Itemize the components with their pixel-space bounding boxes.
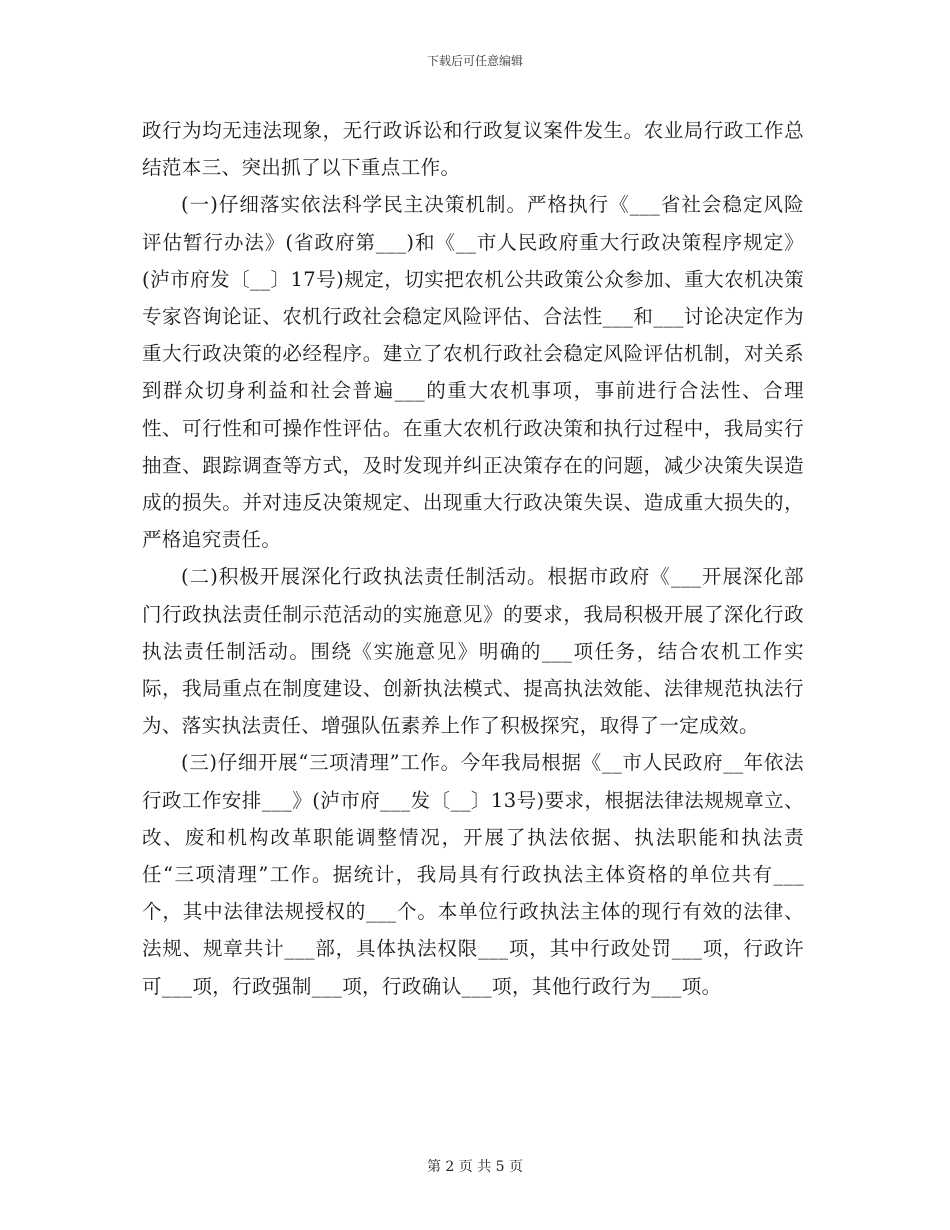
- page-header-note: 下载后可任意编辑: [426, 54, 523, 68]
- page-number-footer: 第 2 页 共 5 页: [426, 1159, 524, 1175]
- paragraph-section-1: (一)仔细落实依法科学民主决策机制。严格执行《___省社会稳定风险评估暂行办法》(省政府第___)和《__市人民政府重大行政决策程序规定》(泸市府发〔__〕17号)规定，切实把农机公共政策公众参加、重大农机决策专家咨询论证、农机行政社会稳定风险评估、合法性___和___讨论决定作为重大行政决策的必经程序。建立了农机行政社会稳定风险评估机制，对关系到群众切身利益和社会普遍___的重大农机事项，事前进行合法性、合理性、可行性和可操作性评估。在重大农机行政决策和执行过程中，我局实行抽查、跟踪调查等方式，及时发现并纠正决策存在的问题，减少决策失误造成的损失。并对违反决策规定、出现重大行政决策失误、造成重大损失的，严格追究责任。: [142, 193, 804, 552]
- document-body: [142, 112, 804, 1005]
- paragraph-section-3: (三)仔细开展“三项清理”工作。今年我局根据《__市人民政府__年依法行政工作安排___》(泸市府___发〔__〕13号)要求，根据法律法规规章立、改、废和机构改革职能调整情况，开展了执法依据、执法职能和执法责任“三项清理”工作。据统计，我局具有行政执法主体资格的单位共有___个，其中法律法规授权的___个。本单位行政执法主体的现行有效的法律、法规、规章共计___部，具体执法权限___项，其中行政处罚___项，行政许可___项，行政强制___项，行政确认___项，其他行政行为___项。: [142, 751, 804, 998]
- paragraph-section-2: (二)积极开展深化行政执法责任制活动。根据市政府《___开展深化部门行政执法责任制示范活动的实施意见》的要求，我局积极开展了深化行政执法责任制活动。围绕《实施意见》明确的___项任务，结合农机工作实际，我局重点在制度建设、创新执法模式、提高执法效能、法律规范执法行为、落实执法责任、增强队伍素养上作了积极探究，取得了一定成效。: [142, 565, 804, 738]
- paragraph-continuation: 政行为均无违法现象，无行政诉讼和行政复议案件发生。农业局行政工作总结范本三、突出抓了以下重点工作。: [142, 119, 804, 180]
